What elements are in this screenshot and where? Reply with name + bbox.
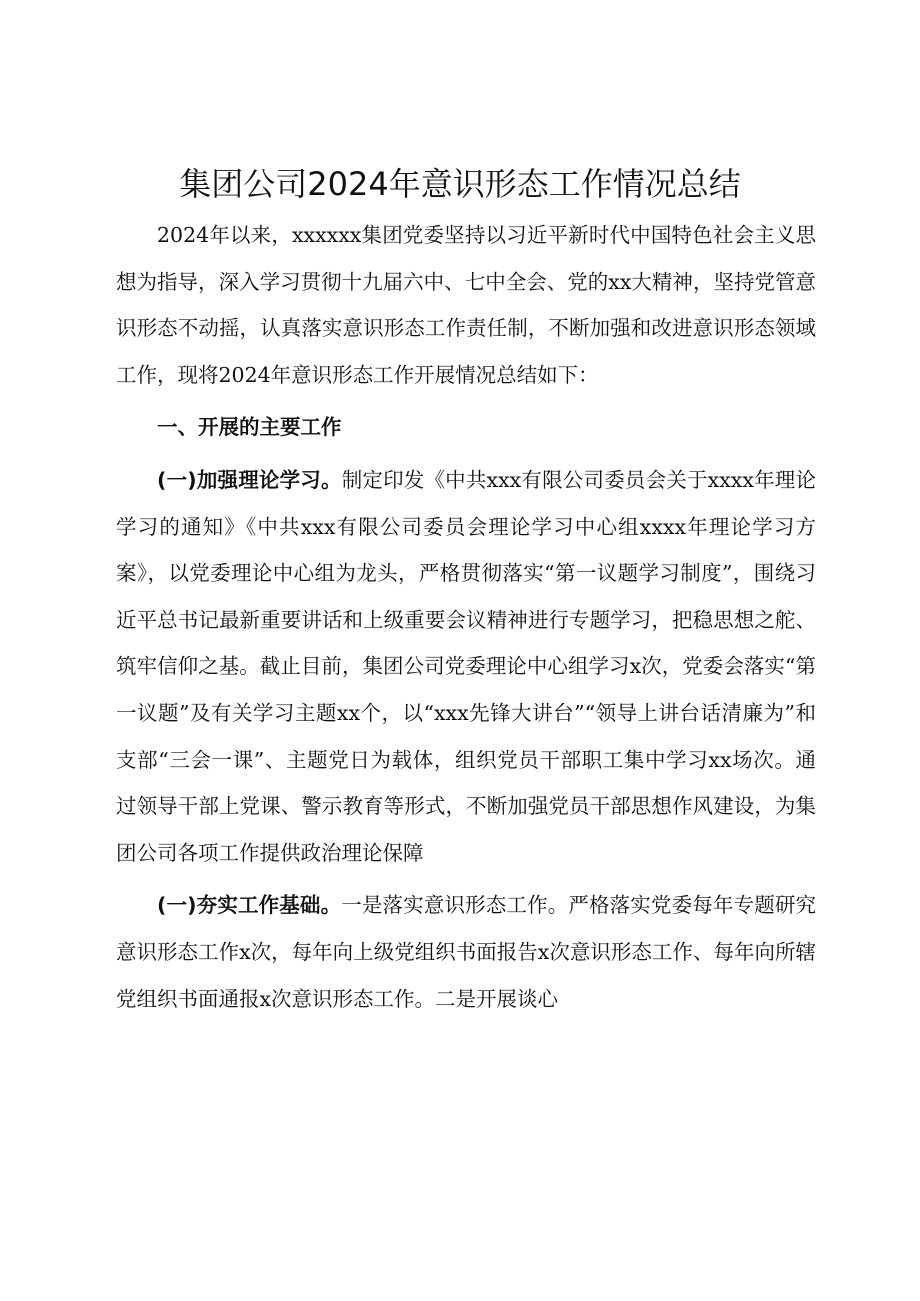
intro-paragraph: 2024年以来，xxxxxx集团党委坚持以习近平新时代中国特色社会主义思想为指导，深入学习贯彻十九届六中、七中全会、党的xx大精神，坚持党管意识形态不动摇，认真落实意识形态工作责任制，不断加强和改进意识形态领域工作，现将2024年意识形态工作开展情况总结如下： xyxy=(116,223,816,387)
paragraph-theory-study xyxy=(116,457,816,876)
item-text-theory-study: 制定印发《中共xxx有限公司委员会关于xxxx年理论学习的通知》《中共xxx有限公司委员会理论学习中心组xxxx年理论学习方案》，以党委理论中心组为龙头，严格贯彻落实“第一议题学习制度”，围绕习近平总书记最新重要讲话和上级重要会议精神进行专题学习，把稳思想之舵、筑牢信仰之基。截止目前，集团公司党委理论中心组学习x次，党委会落实“第一议题”及有关学习主题xx个，以“xxx先锋大讲台”“领导上讲台话清廉为”和支部“三会一课”、主题党日为载体，组织党员干部职工集中学习xx场次。通过领导干部上党课、警示教育等形式，不断加强党员干部思想作风建设，为集团公司各项工作提供政治理论保障 xyxy=(116,467,816,865)
document-body xyxy=(116,212,816,1022)
item-lead-theory-study: (一)加强理论学习。 xyxy=(157,467,342,492)
section-heading: 一、开展的主要工作 xyxy=(157,415,342,440)
paragraph-work-foundation xyxy=(116,882,816,1022)
item-lead-work-foundation: (一)夯实工作基础。 xyxy=(157,893,342,918)
document-title: 集团公司2024年意识形态工作情况总结 xyxy=(179,165,741,203)
item-text-work-foundation: 一是落实意识形态工作。严格落实党委每年专题研究意识形态工作x次，每年向上级党组织书面报告x次意识形态工作、每年向所辖党组织书面通报x次意识形态工作。二是开展谈心 xyxy=(116,893,816,1011)
